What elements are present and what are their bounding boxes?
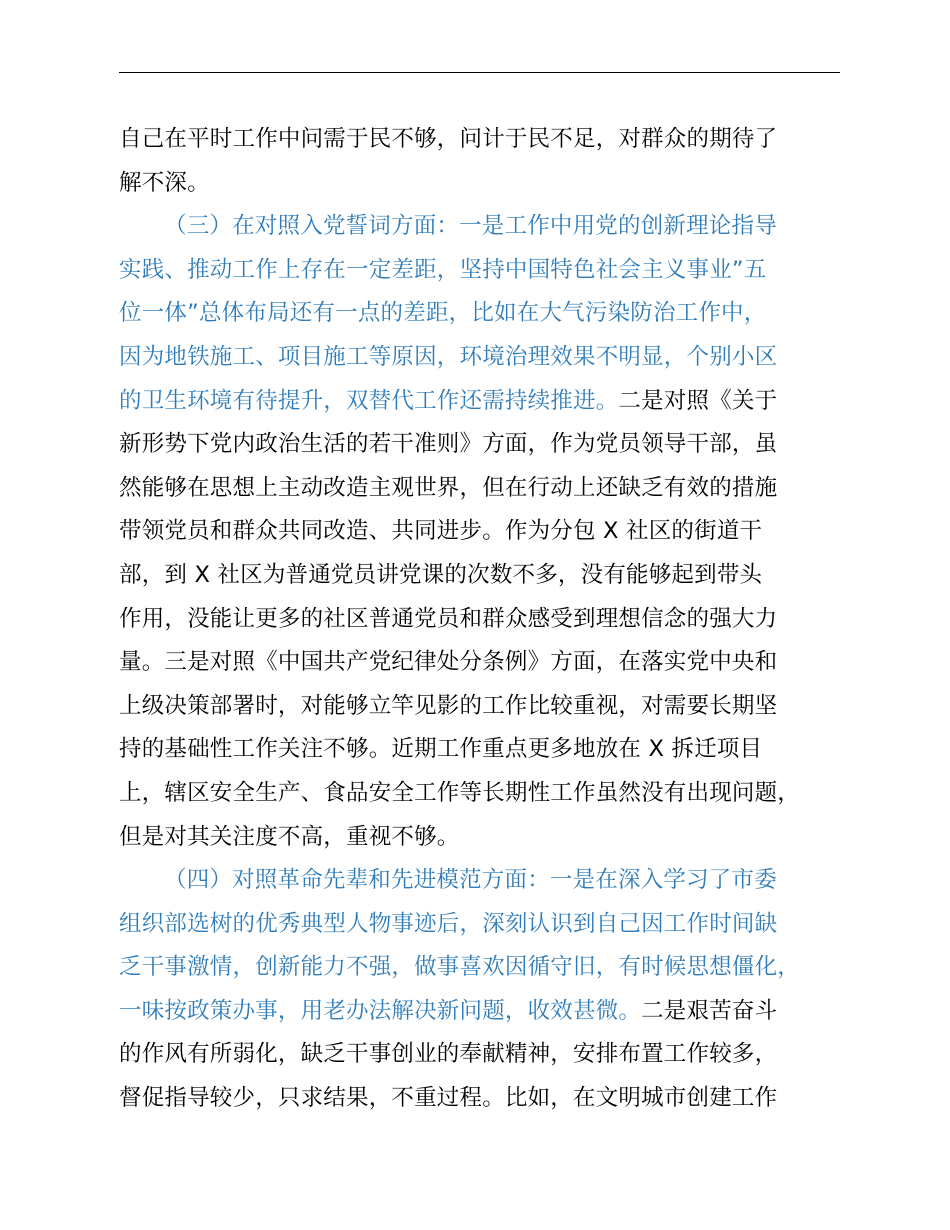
- highlighted-text: 位一体”总体布局还有一点的差距，比如在大气污染防治工作中，: [119, 300, 767, 327]
- body-text: 解不深。: [119, 169, 210, 196]
- text-line: [119, 336, 864, 380]
- body-text: 持的基础性工作关注不够。近期工作重点更多地放在 X 拆迁项目: [119, 736, 763, 763]
- text-line: [119, 641, 864, 685]
- highlighted-text: （三）在对照入党誓词方面：一是工作中用党的创新理论指导: [164, 213, 777, 240]
- body-text: 自己在平时工作中问需于民不够，问计于民不足，对群众的期待了: [119, 126, 778, 152]
- highlighted-text: （四）对照革命先辈和先进模范方面：一是在深入学习了市委: [164, 867, 777, 894]
- text-line: [119, 249, 864, 293]
- text-line: [119, 1077, 864, 1121]
- body-text: 二是艰苦奋斗: [641, 997, 778, 1024]
- document-body: [119, 118, 864, 1121]
- text-line: [119, 162, 864, 206]
- highlighted-text: 实践、推动工作上存在一定差距，坚持中国特色社会主义事业”五: [119, 256, 767, 283]
- body-text: 新形势下党内政治生活的若干准则》方面，作为党员领导干部，虽: [119, 431, 778, 458]
- text-line: [119, 772, 864, 816]
- text-line: [119, 990, 864, 1034]
- text-line: [119, 554, 864, 598]
- text-line: [119, 946, 864, 990]
- text-line: [119, 205, 864, 249]
- text-line: [119, 685, 864, 729]
- text-line: [119, 598, 864, 642]
- text-line: [119, 816, 864, 860]
- highlighted-text: 一味按政策办事，用老办法解决新问题，收效甚微。: [119, 997, 642, 1024]
- text-line: [119, 292, 864, 336]
- body-text: 量。三是对照《中国共产党纪律处分条例》方面，在落实党中央和: [119, 649, 778, 676]
- highlighted-text: 组织部选树的优秀典型人物事迹后，深刻认识到自己因工作时间缺: [119, 910, 778, 937]
- body-text: 二是对照《关于: [618, 387, 778, 414]
- body-text: 上，辖区安全生产、食品安全工作等长期性工作虽然没有出现问题，: [119, 779, 801, 806]
- text-line: [119, 903, 864, 947]
- text-line: [119, 380, 864, 424]
- body-text: 的作风有所弱化，缺乏干事创业的奉献精神，安排布置工作较多，: [119, 1041, 778, 1068]
- header-rule: [119, 72, 840, 73]
- body-text: 但是对其关注度不高，重视不够。: [119, 823, 460, 850]
- text-line: [119, 1033, 864, 1077]
- highlighted-text: 因为地铁施工、项目施工等原因，环境治理效果不明显，个别小区: [119, 343, 778, 370]
- body-text: 督促指导较少，只求结果，不重过程。比如，在文明城市创建工作: [119, 1085, 778, 1112]
- text-line: [119, 728, 864, 772]
- text-line: [119, 467, 864, 511]
- highlighted-text: 乏干事激情，创新能力不强，做事喜欢因循守旧，有时候思想僵化，: [119, 954, 801, 981]
- text-line: [119, 510, 864, 554]
- text-line: [119, 423, 864, 467]
- body-text: 然能够在思想上主动改造主观世界，但在行动上还缺乏有效的措施: [119, 474, 778, 501]
- body-text: 带领党员和群众共同改造、共同进步。作为分包 X 社区的街道干: [119, 518, 763, 545]
- body-text: 部，到 X 社区为普通党员讲党课的次数不多，没有能够起到带头: [119, 561, 763, 588]
- text-line: [119, 118, 864, 162]
- body-text: 作用，没能让更多的社区普通党员和群众感受到理想信念的强大力: [119, 605, 778, 632]
- body-text: 上级决策部署时，对能够立竿见影的工作比较重视，对需要长期坚: [119, 692, 778, 719]
- highlighted-text: 的卫生环境有待提升，双替代工作还需持续推进。: [119, 387, 619, 414]
- text-line: [119, 859, 864, 903]
